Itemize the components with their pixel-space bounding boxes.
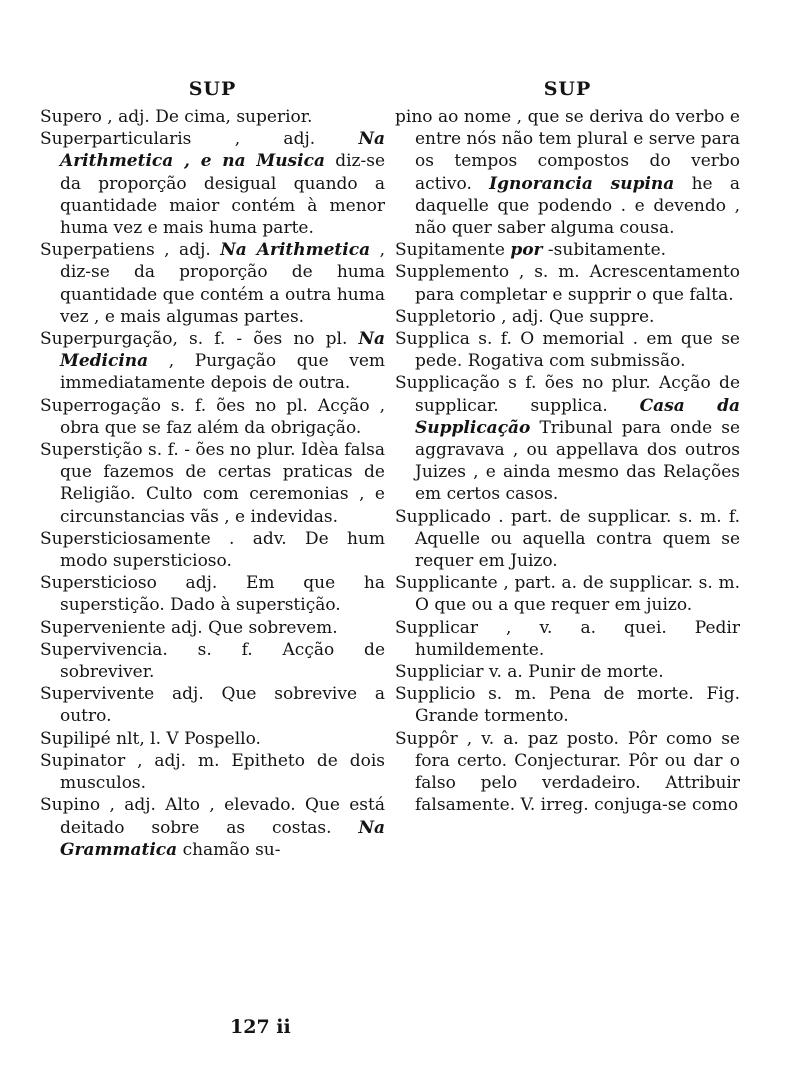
entry-text: Supersticioso adj. Em que ha superstição. Dado à superstição. bbox=[40, 573, 385, 616]
entry-italic-text: Ignorancia supina bbox=[489, 173, 675, 194]
entry-text: Supero , adj. De cima, superior. bbox=[40, 107, 313, 127]
dictionary-entry bbox=[395, 306, 740, 328]
dictionary-entry bbox=[40, 128, 385, 239]
entry-text: Suppôr , v. a. paz posto. Pôr como se fora certo. Conjecturar. Pôr ou dar o falso pelo verdadeiro. Attribuir falsamente. V. irreg. conjuga-se como bbox=[395, 728, 740, 816]
entry-text: Superparticularis , adj. bbox=[40, 129, 316, 150]
dictionary-entry bbox=[40, 728, 385, 750]
entry-text: diz-se da proporção desigual quando a quantidade maior contém à menor huma vez e mais huma parte. bbox=[60, 151, 386, 239]
entry-italic-text: por bbox=[510, 240, 543, 261]
entry-text: Supplica s. f. O memorial . em que se pede. Rogativa com submissão. bbox=[395, 329, 740, 372]
dictionary-entry bbox=[40, 395, 385, 439]
dictionary-entry bbox=[395, 106, 740, 239]
entry-text: pino ao nome , que se deriva do verbo e entre nós não tem plural e serve para os tempos compostos do verbo activo. bbox=[395, 107, 740, 194]
entry-italic-text: Na Arithmetica bbox=[220, 240, 371, 261]
entry-text: Superveniente adj. Que sobrevem. bbox=[40, 617, 338, 638]
dictionary-entry bbox=[40, 528, 385, 572]
right-running-header: SUP bbox=[543, 78, 592, 100]
dictionary-entry bbox=[395, 328, 740, 372]
entry-text: -subitamente. bbox=[547, 240, 667, 261]
dictionary-entry bbox=[395, 572, 740, 616]
dictionary-entry bbox=[40, 572, 385, 616]
dictionary-entry bbox=[395, 239, 740, 261]
entry-text: , Purgação que vem immediatamente depois de outra. bbox=[60, 351, 386, 394]
entry-text: Supplicado . part. de supplicar. s. m. f. Aquelle ou aquella contra quem se requer em Juizo. bbox=[395, 506, 740, 572]
entry-text: chamão su- bbox=[182, 839, 281, 860]
entry-text: Suppliciar v. a. Punir de morte. bbox=[395, 662, 664, 683]
entry-italic-text: Casa da Supplicação bbox=[415, 395, 741, 438]
dictionary-entry bbox=[40, 239, 385, 328]
dictionary-entry bbox=[40, 328, 385, 395]
left-running-header: SUP bbox=[188, 78, 237, 100]
dictionary-entry bbox=[40, 617, 385, 639]
entry-italic-text: Na Grammatica bbox=[60, 817, 386, 860]
entry-text: , diz-se da proporção de huma quantidade que contém a outra huma vez , e mais algumas partes. bbox=[60, 240, 386, 327]
entry-text: Supplicio s. m. Pena de morte. Fig. Grande tormento. bbox=[395, 684, 740, 727]
entry-text: Supersticiosamente . adv. De hum modo supersticioso. bbox=[40, 528, 385, 572]
dictionary-entry bbox=[40, 639, 385, 683]
left-column bbox=[40, 78, 385, 861]
entry-text: Superrogação s. f. ões no pl. Acção , obra que se faz além da obrigação. bbox=[40, 395, 385, 438]
dictionary-entry bbox=[395, 261, 740, 305]
left-entry-list bbox=[40, 106, 385, 861]
entry-text: Supervivente adj. Que sobrevive a outro. bbox=[40, 684, 385, 727]
entry-text: Superpatiens , adj. bbox=[40, 240, 211, 261]
dictionary-entry bbox=[395, 617, 740, 661]
entry-text: Suppletorio , adj. Que suppre. bbox=[395, 306, 655, 327]
entry-text: Supilipé nlt, l. V Pospello. bbox=[40, 728, 261, 749]
dictionary-entry bbox=[40, 794, 385, 861]
entry-text: Supervivencia. s. f. Acção de sobreviver. bbox=[40, 639, 385, 683]
dictionary-entry bbox=[40, 106, 385, 128]
dictionary-entry bbox=[395, 728, 740, 817]
dictionary-entry bbox=[395, 372, 740, 505]
right-column bbox=[395, 78, 740, 817]
entry-text: Supitamente bbox=[395, 240, 505, 261]
entry-text: Supplicação s f. ões no plur. Acção de supplicar. supplica. bbox=[395, 373, 740, 416]
dictionary-entry bbox=[40, 750, 385, 794]
dictionary-entry bbox=[395, 683, 740, 727]
page-number: 127 ii bbox=[230, 1016, 291, 1038]
dictionary-entry bbox=[395, 661, 740, 683]
entry-italic-text: Na Medicina bbox=[60, 329, 385, 372]
entry-italic-text: Na Arithmetica , e na Musica bbox=[60, 129, 385, 172]
entry-text: Superstição s. f. - ões no plur. Idèa falsa que fazemos de certas praticas de Religião. Culto com ceremonias , e circunstancias vãs , e indevidas. bbox=[40, 440, 385, 527]
entry-text: he a daquelle que podendo . e devendo , não quer saber alguma cousa. bbox=[415, 173, 740, 239]
entry-text: Tribunal para onde se aggravava , ou appellava dos outros Juizes , e ainda mesmo das Relações em certos casos. bbox=[415, 417, 741, 505]
dictionary-entry bbox=[40, 683, 385, 727]
entry-text: Supino , adj. Alto , elevado. Que está deitado sobre as costas. bbox=[40, 795, 385, 838]
entry-text: Supinator , adj. m. Epitheto de dois musculos. bbox=[40, 750, 385, 794]
dictionary-entry bbox=[395, 506, 740, 573]
entry-text: Supplicante , part. a. de supplicar. s. m. O que ou a que requer em juizo. bbox=[395, 573, 740, 616]
entry-text: Superpurgação, s. f. - ões no pl. bbox=[40, 329, 348, 350]
dictionary-entry bbox=[40, 439, 385, 528]
right-entry-list bbox=[395, 106, 740, 817]
entry-text: Supplicar , v. a. quei. Pedir humildemente. bbox=[395, 617, 740, 660]
entry-text: Supplemento , s. m. Acrescentamento para completar e supprir o que falta. bbox=[395, 262, 740, 305]
